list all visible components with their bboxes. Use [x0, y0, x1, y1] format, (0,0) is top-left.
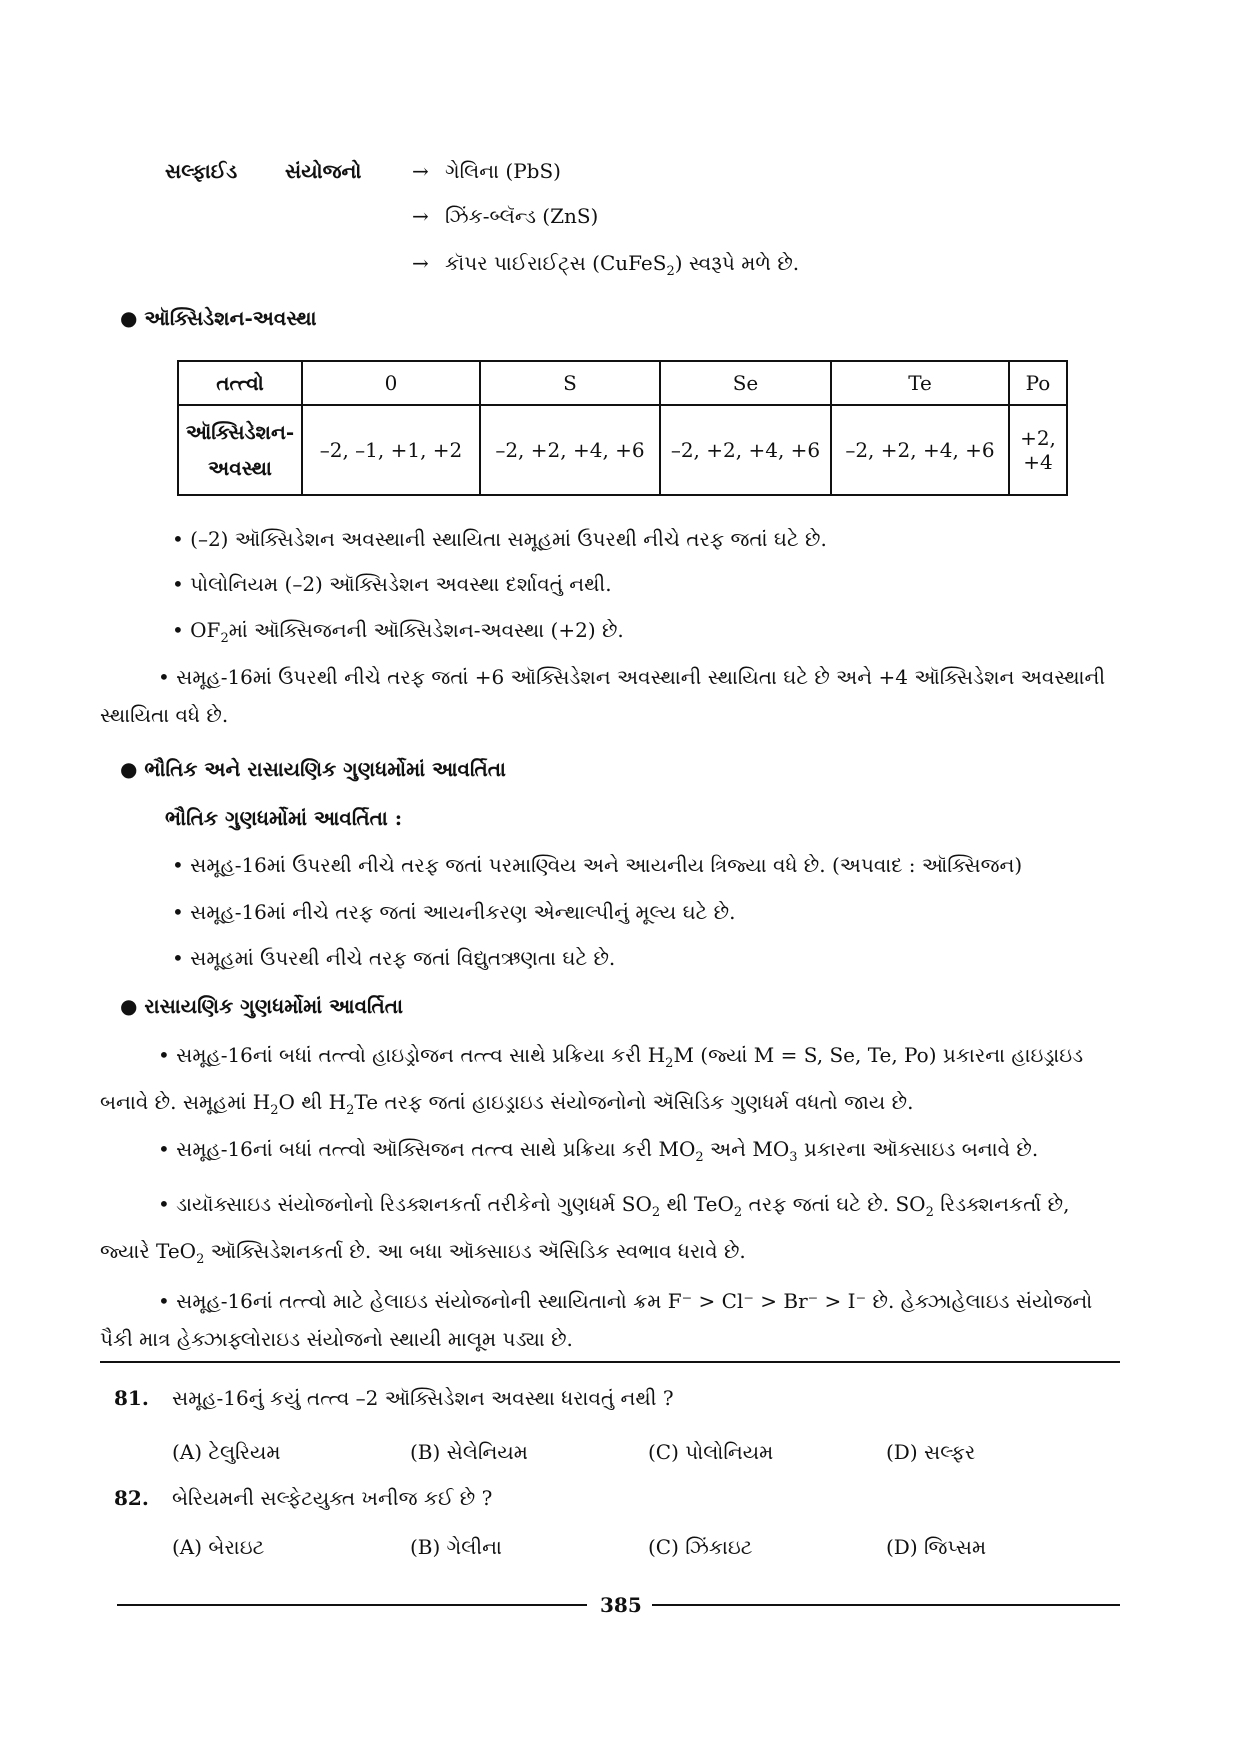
table-row-label: ઑક્સિડેશન- અવસ્થા — [178, 405, 302, 495]
sulfide-item-zinc-blende: ઝિંક-બ્લૅન્ડ (ZnS) — [445, 204, 599, 228]
option-d[interactable]: (D) જિપ્સમ — [886, 1535, 987, 1559]
option-a[interactable]: (A) ટેલુરિયમ — [172, 1440, 281, 1464]
chemical-paragraph-2: • સમૂહ-16નાં બધાં તત્ત્વો ઑક્સિજન તત્ત્વ સાથે પ્રક્રિયા કરી $MO_2$ અને $MO_3$ પ્રકારના ઑક્સાઇડ બનાવે છે. — [158, 1137, 1039, 1165]
table-header-cell: Te — [831, 361, 1009, 405]
table-header-cell: Po — [1009, 361, 1067, 405]
table-cell: –2, +2, +4, +6 — [660, 405, 831, 495]
footer-rule-left — [117, 1604, 587, 1606]
table-header-cell: Se — [660, 361, 831, 405]
option-c[interactable]: (C) ઝિંકાઇટ — [648, 1535, 753, 1559]
oxidation-state-heading: ● ઑક્સિડેશન-અવસ્થા — [120, 306, 317, 330]
option-b[interactable]: (B) સેલેનિયમ — [410, 1440, 528, 1464]
oxidation-state-table — [177, 360, 1068, 496]
table-cell: –2, –1, +1, +2 — [302, 405, 480, 495]
table-header-cell: તત્ત્વો — [178, 361, 302, 405]
sulfide-label-1: સલ્ફાઈડ — [165, 159, 238, 183]
option-b[interactable]: (B) ગેલીના — [410, 1535, 502, 1559]
bullet-physical-1: • સમૂહ-16માં ઉપરથી નીચે તરફ જતાં પરમાણ્વિય અને આયનીય ત્રિજ્યા વધે છે. (અપવાદ : ઑક્સિજન) — [172, 853, 1023, 877]
table-header-row — [178, 361, 1067, 405]
periodicity-heading: ● ભૌતિક અને રાસાયણિક ગુણધર્મોમાં આવર્તિતા — [120, 757, 506, 781]
bullet-physical-2: • સમૂહ-16માં નીચે તરફ જતાં આયનીકરણ એન્થાલ્પીનું મૂલ્ય ઘટે છે. — [172, 900, 736, 924]
table-header-cell: 0 — [302, 361, 480, 405]
question-number: 81. — [114, 1386, 149, 1410]
physical-properties-heading: ભૌતિક ગુણધર્મોમાં આવર્તિતા : — [165, 806, 403, 830]
section-divider — [100, 1361, 1120, 1363]
option-a[interactable]: (A) બેરાઇટ — [172, 1535, 265, 1559]
arrow-icon: → — [412, 251, 429, 275]
table-cell: +2, +4 — [1009, 405, 1067, 495]
bullet-oxidation-2: • પોલોનિયમ (–2) ઑક્સિડેશન અવસ્થા દર્શાવતું નથી. — [172, 572, 612, 596]
sulfide-item-galena: ગેલિના (PbS) — [445, 159, 561, 183]
arrow-icon: → — [412, 159, 429, 183]
bullet-physical-3: • સમૂહમાં ઉપરથી નીચે તરફ જતાં વિદ્યુતઋણતા ઘટે છે. — [172, 946, 616, 970]
chemical-paragraph-1: • સમૂહ-16નાં બધાં તત્ત્વો હાઇડ્રોજન તત્ત્વ સાથે પ્રક્રિયા કરી $H_2M$ (જ્યાં M = S, Se, Te, Po) પ્રકારના હાઇડ્રાઇડ બનાવે છે. સમૂહમાં $H_2O$ થી $H_2Te$ તરફ જતાં હાઇડ્રાઇડ સંયોજનોનો ઍસિડિક ગુણધર્મ વધતો જાય છે. — [100, 1043, 1084, 1118]
question-text: બેરિયમની સલ્ફેટયુક્ત ખનીજ કઈ છે ? — [172, 1486, 493, 1510]
question-text: સમૂહ-16નું કયું તત્ત્વ –2 ઑક્સિડેશન અવસ્થા ધરાવતું નથી ? — [172, 1386, 674, 1410]
page-number: 385 — [600, 1593, 642, 1617]
chemical-paragraph-3: • ડાયૉક્સાઇડ સંયોજનોનો રિડક્શનકર્તા તરીકેનો ગુણધર્મ $SO_2$ થી TeO$_2$ તરફ જતાં ઘટે છે. $SO_2$ રિડક્શનકર્તા છે, જ્યારે TeO$_2$ ઑક્સિડેશનકર્તા છે. આ બધા ઑક્સાઇડ ઍસિડિક સ્વભાવ ધરાવે છે. — [100, 1192, 1070, 1267]
bullet-oxidation-4: • સમૂહ-16માં ઉપરથી નીચે તરફ જતાં +6 ઑક્સિડેશન અવસ્થાની સ્થાયિતા ઘટે છે અને +4 ઑક્સિડેશન અવસ્થાની સ્થાયિતા વધે છે. — [100, 665, 1106, 727]
bullet-oxidation-1: • (–2) ઑક્સિડેશન અવસ્થાની સ્થાયિતા સમૂહમાં ઉપરથી નીચે તરફ જતાં ઘટે છે. — [172, 527, 827, 551]
footer-rule-right — [652, 1604, 1120, 1606]
option-c[interactable]: (C) પોલોનિયમ — [648, 1440, 774, 1464]
sulfide-item-copper-pyrites: કૉપર પાઈરાઈટ્સ (CuFeS$_2$) સ્વરૂપે મળે છે. — [445, 251, 800, 279]
option-d[interactable]: (D) સલ્ફર — [886, 1440, 976, 1464]
table-cell: –2, +2, +4, +6 — [480, 405, 660, 495]
bullet-oxidation-3: • $OF_2માં$ ઑક્સિજનની ઑક્સિડેશન-અવસ્થા (+2) છે. — [172, 618, 624, 646]
question-number: 82. — [114, 1486, 149, 1510]
sulfide-label-2: સંયોજનો — [285, 159, 362, 183]
arrow-icon: → — [412, 204, 429, 228]
table-cell: –2, +2, +4, +6 — [831, 405, 1009, 495]
chemical-properties-heading: ● રાસાયણિક ગુણધર્મોમાં આવર્તિતા — [120, 994, 403, 1018]
chemical-paragraph-4: • સમૂહ-16નાં તત્ત્વો માટે હેલાઇડ સંયોજનોની સ્થાયિતાનો ક્રમ F⁻ > Cl⁻ > Br⁻ > I⁻ છે. હેક્ઝાહેલાઇડ સંયોજનો પૈકી માત્ર હેક્ઝાફ્લોરાઇડ સંયોજનો સ્થાયી માલૂમ પડ્યા છે. — [100, 1289, 1093, 1351]
table-row — [178, 405, 1067, 495]
table-header-cell: S — [480, 361, 660, 405]
